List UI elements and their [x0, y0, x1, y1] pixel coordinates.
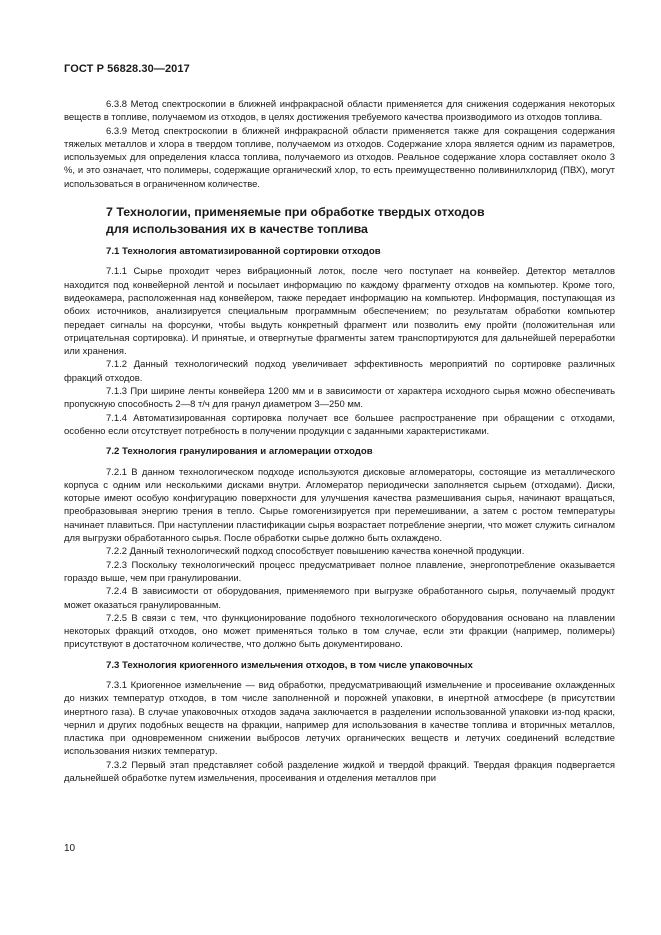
paragraph: 7.3.2 Первый этап представляет собой разделение жидкой и твердой фракций. Твердая фракция подвергается дальнейшей обработке путем измельчения, просеивания и отделения металлов при [64, 759, 615, 785]
subsection-title: 7.3 Технология криогенного измельчения отходов, в том числе упаковочных [106, 659, 473, 671]
paragraph: 7.1.4 Автоматизированная сортировка получает все большее распространение при обращении с отходами, особенно если отсутствует потребность в получении продукции с заданными характеристиками. [64, 412, 615, 437]
page-number: 10 [64, 843, 76, 854]
section-title-line: 7 Технологии, применяемые при обработке твердых отходов [106, 205, 485, 220]
paragraph: 7.3.1 Криогенное измельчение — вид обработки, предусматривающий измельчение и просеивание охлажденных до низких температур отходов, в том числе заполненной и порожней упаковки, в инертной атмосфере (в присутствии инертного газа). В случае упаковочных отходов задача заключается в разделении использованной упаковки из-под краски, чернил и других подобных веществ на фракции, например для использования в качестве топлива и вторичных металлов, пластика при одновременном снижении выбросов летучих органических веществ и летучих соединений вследствие использования низких температур. [64, 679, 615, 758]
paragraph: 6.3.9 Метод спектроскопии в ближней инфракрасной области применяется также для сокращения содержания тяжелых металлов и хлора в твердом топливе, получаемом из отходов. Содержание хлора является одним из параметров, используемых для определения класса топлива, получаемого из отходов. Реальное содержание хлора составляет около 3 %, и это означает, что полимеры, содержащие органический хлор, то есть преимущественно поливинилхлорид (ПВХ), могут использоваться в ограниченном количестве. [64, 125, 615, 190]
subsection-title: 7.2 Технология гранулирования и агломерации отходов [106, 446, 373, 458]
subsection-title: 7.1 Технология автоматизированной сортировки отходов [106, 246, 381, 258]
paragraph: 7.2.3 Поскольку технологический процесс предусматривает полное плавление, энергопотребление оказывается гораздо выше, чем при гранулировании. [64, 559, 615, 584]
paragraph: 7.1.3 При ширине ленты конвейера 1200 мм и в зависимости от характера исходного сырья можно обеспечивать пропускную способность 2—8 т/ч для гранул диаметром 3—250 мм. [64, 386, 615, 411]
section-title [64, 204, 615, 238]
paragraph: 7.1.1 Сырье проходит через вибрационный лоток, после чего поступает на конвейер. Детектор металлов находится под конвейерной лентой и посылает информацию по каждому фрагменту отходов на компьютер. Кроме того, видеокамера, расположенная над конвейером, также передает информацию на компьютер. Информация, поступающая из обоих источников, анализируется специальным программным обеспечением; по результатам обработки компьютер передает сигналы на форсунки, чтобы выдуть конкретный фрагмент или позволить ему пройти (положительная или отрицательная сортировка). И принятые, и отвергнутые фрагменты затем транспортируются для дальнейшей переработки или хранения. [64, 266, 615, 358]
paragraph: 7.2.1 В данном технологическом подходе используются дисковые агломераторы, состоящие из металлического корпуса с одним или несколькими дисками внутри. Агломератор периодически заполняется сырьем (отходами). Диски, которые имеют особую конфигурацию поверхности для улучшения качества размешивания сырья, начинают вращаться, преобразовывая энергию трения в тепло. Сырье гомогенизируется при перемешивании, а затем с ростом температуры начинает плавиться. При наступлении пластификации сырья возрастает потребление энергии, что может служить сигналом для выгрузки обработанного сырья. После обработки сырье должно быть охлаждено. [64, 466, 615, 545]
paragraph: 7.2.4 В зависимости от оборудования, применяемого при выгрузке обработанного сырья, получаемый продукт может оказаться гранулированным. [64, 586, 615, 611]
section-title-line: для использования их в качестве топлива [106, 222, 368, 237]
paragraph: 7.1.2 Данный технологический подход увеличивает эффективность мероприятий по сортировке различных фракций отходов. [64, 359, 615, 384]
paragraph: 6.3.8 Метод спектроскопии в ближней инфракрасной области применяется для снижения содержания некоторых веществ в топливе, получаемом из отходов, в целях достижения требуемого качества производимого из отходов топлива. [64, 99, 615, 124]
paragraph: 7.2.5 В связи с тем, что функционирование подобного технологического оборудования основано на плавлении некоторых фракций отходов, оно может применяться только в том случае, если эти фракции (например, полимеры) присутствуют в достаточном количестве, что должно быть документировано. [64, 612, 615, 651]
paragraph: 7.2.2 Данный технологический подход способствует повышению качества конечной продукции. [106, 546, 525, 558]
document-body [64, 98, 615, 785]
document-header: ГОСТ Р 56828.30—2017 [64, 63, 190, 75]
